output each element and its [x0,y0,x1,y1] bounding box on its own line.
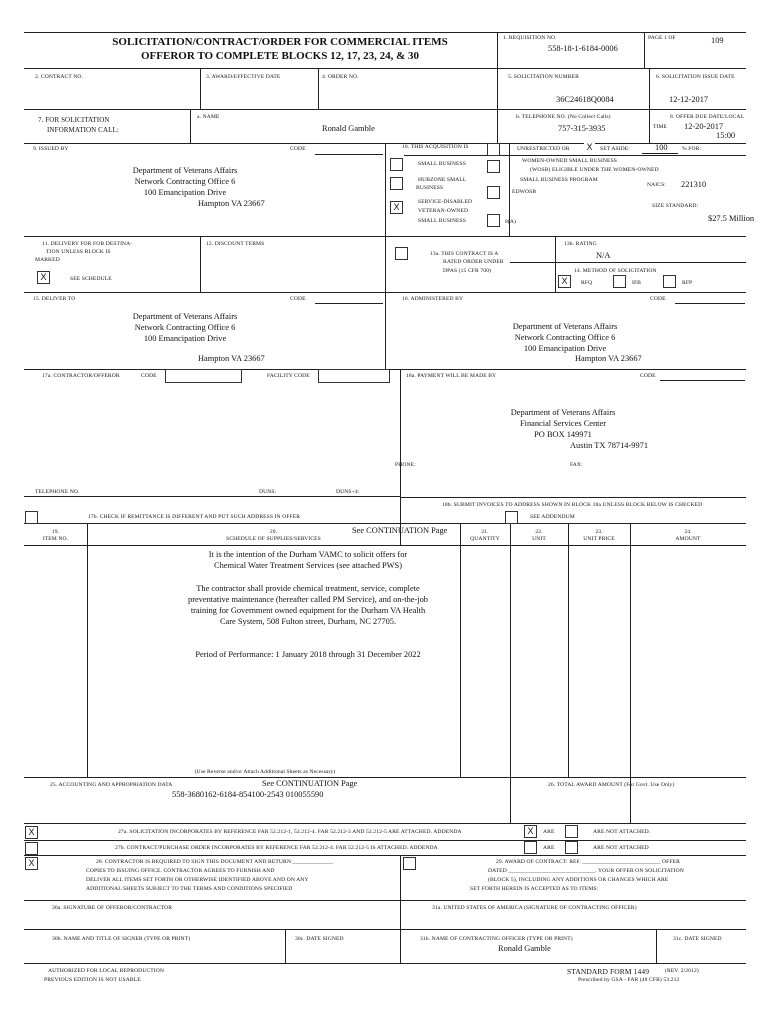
page-label: PAGE 1 OF [648,35,676,41]
deliver-to-label: 15. DELIVER TO [33,296,76,302]
rated-order-label-1: 13a. THIS CONTRACT IS A [430,251,499,257]
ifb-checkbox[interactable] [613,275,626,288]
29-line-4: SET FORTH HEREIN IS ACCEPTED AS TO ITEMS: [470,886,599,892]
total-award-label: 26. TOTAL AWARD AMOUNT (For Govt. Use Only) [548,782,675,788]
time-label: TIME [653,124,668,130]
rfp-checkbox[interactable] [663,275,676,288]
addendum-label: SEE ADDENDUM [530,514,575,520]
contractor-label: 17a. CONTRACTOR/OFFEROR [42,373,120,379]
small-business-label: SMALL BUSINESS [418,161,466,167]
schedule-paragraph-1: It is the intention of the Durham VAMC to solicit offers for Chemical Water Treatment Services (see attached PWS) [208,550,408,570]
remittance-label: 17b. CHECK IF REMITTANCE IS DIFFERENT AND PUT SUCH ADDRESS IN OFFER [88,514,301,520]
col-schedule-num: 20. [269,529,278,535]
officer-name-value[interactable]: Ronald Gamble [498,944,551,953]
footer-auth: AUTHORIZED FOR LOCAL REPRODUCTION [48,968,165,974]
requisition-value[interactable]: 558-18-1-6184-0006 [548,44,618,53]
name-label: a. NAME [197,114,220,120]
continuation-note: See CONTINUATION Page [352,526,448,535]
27b-are-not-checkbox[interactable] [565,841,578,854]
27a-are-checkbox[interactable]: X [524,825,537,838]
name-value[interactable]: Ronald Gamble [322,124,375,133]
col-schedule-header: SCHEDULE OF SUPPLIES/SERVICES [226,536,321,542]
unrestricted-checkbox[interactable]: X [584,142,595,153]
issued-by-line-2: Network Contracting Office 6 [134,177,236,186]
deliver-to-line-3: 100 Emancipation Drive [143,334,227,343]
facility-code-label: FACILITY CODE [267,373,310,379]
col-amount-header: AMOUNT [675,536,701,542]
offer-due-date[interactable]: 12-20-2017 [684,122,724,131]
duns4-label: DUNS+4: [336,489,360,495]
issue-date-label: 6. SOLICITATION ISSUE DATE [656,74,735,80]
officer-name-label: 31b. NAME OF CONTRACTING OFFICER (TYPE OR PRINT) [420,936,573,942]
contractor-code-label: CODE [141,373,157,379]
acquisition-label: 10. THIS ACQUISITION IS [402,144,469,150]
deliver-to-line-1: Department of Veterans Affairs [132,312,238,321]
contractor-telephone-label: TELEPHONE NO. [35,489,80,495]
29-line-1: 29. AWARD OF CONTRACT: REF. ___________________________ OFFER [496,859,680,865]
rating-value[interactable]: N/A [596,251,611,260]
sdvosb-label-2: VETERAN-OWNED [418,208,469,214]
28-line-2: COPIES TO ISSUING OFFICE. CONTRACTOR AGREES TO FURNISH AND [86,868,275,874]
issued-by-line-3: 100 Emancipation Drive [143,188,227,197]
solicitation-no-label: 5. SOLICITATION NUMBER [508,74,579,80]
footer-form: STANDARD FORM 1449 [567,967,650,976]
telephone-value[interactable]: 757-315-3935 [558,124,606,133]
27b-are-label: ARE [543,845,555,851]
col-amount-num: 24. [684,529,692,535]
sdvosb-label-3: SMALL BUSINESS [418,218,466,224]
administered-by-code-label: CODE [650,296,666,302]
payment-line-2: Financial Services Center [519,419,607,428]
27a-text: 27a. SOLICITATION INCORPORATES BY REFERENCE FAR 52.212-1, 52.212-4. FAR 52.212-3 AND 52.212-5 ARE ATTACHED. ADDENDA [118,829,462,835]
officer-signature-label: 31a. UNITED STATES OF AMERICA (SIGNATURE OF CONTRACTING OFFICER) [432,905,637,911]
schedule-paragraph-3: Period of Performance: 1 January 2018 through 31 December 2022 [195,650,421,659]
col-quantity-num: 21. [481,529,489,535]
offer-due-time[interactable]: 15:00 [716,131,736,140]
8a-label: 8(A) [505,219,516,225]
rated-order-label-2: RATED ORDER UNDER [443,259,504,265]
offeror-signature-label: 30a. SIGNATURE OF OFFEROR/CONTRACTOR [52,905,173,911]
wosb-label-1: WOMEN-OWNED SMALL BUSINESS [522,158,617,164]
naics-label: NAICS: [647,182,666,188]
info-call-label-1: 7. FOR SOLICITATION [38,116,110,124]
ifb-label: IFB [632,280,642,286]
footer-rev: (REV. 2/2012) [665,968,699,974]
administered-by-line-1: Department of Veterans Affairs [512,322,618,331]
page-total: 109 [711,36,724,45]
rating-label: 13b. RATING [564,241,597,247]
col-unit-header: UNIT [532,536,546,542]
wosb-label-2: (WOSB) ELIGIBLE UNDER THE WOMEN-OWNED [530,167,659,173]
schedule-paragraph-2: The contractor shall provide chemical treatment, service, complete preventative maintenance (hereafter called PM Service), and on-the-job training for Government owned equipment for the Durham VA Health Care System, 508 Fulton street, Durham, NC 27705. [188,584,428,626]
27b-text: 27b. CONTRACT/PURCHASE ORDER INCORPORATES BY REFERENCE FAR 52.212-4. FAR 52.212-5 IS ATTACHED. ADDENDA [115,845,438,851]
issued-by-city: Hampton VA 23667 [198,199,265,208]
edwosb-checkbox[interactable] [487,186,500,199]
duns-label: DUNS: [259,489,277,495]
hubzone-label-1: HUBZONE SMALL [418,177,467,183]
col-quantity-header: QUANTITY [470,536,500,542]
telephone-label: b. TELEPHONE NO. (No Collect Calls) [516,114,611,120]
acquisition-blank-checkbox[interactable] [487,143,500,156]
wosb-checkbox[interactable] [487,160,500,173]
fob-label-3: MARKED [35,257,60,263]
rfp-label: RFP [682,280,693,286]
payment-label: 18a. PAYMENT WILL BE MADE BY [406,373,497,379]
contractor-code-field[interactable] [165,369,242,383]
29-checkbox[interactable] [403,857,416,870]
officer-date-label: 31c. DATE SIGNED [673,936,722,942]
wosb-label-3: SMALL BUSINESS PROGRAM [520,177,598,183]
footer-prev: PREVIOUS EDITION IS NOT USABLE [44,977,141,983]
col-unit-num: 22. [535,529,543,535]
hubzone-checkbox[interactable] [390,177,403,190]
28-line-3: DELIVER ALL ITEMS SET FORTH OR OTHERWISE IDENTIFIED ABOVE AND ON ANY [86,877,309,883]
accounting-note: See CONTINUATION Page [262,779,358,788]
administered-by-label: 16. ADMINISTERED BY [402,296,464,302]
payment-city: Austin TX 78714-9971 [570,441,649,450]
27b-are-not-label: ARE NOT ATTACHED [593,845,649,851]
fax-label: FAX: [570,462,583,468]
sdvosb-label-1: SERVICE-DISABLED [418,199,472,205]
29-line-2: DATED ______________________________. YOUR OFFER ON SOLICITATION [488,868,684,874]
27b-are-checkbox[interactable] [524,841,537,854]
contract-no-label: 2. CONTRACT NO. [35,74,84,80]
order-no-label: 4. ORDER NO. [322,74,359,80]
accounting-value[interactable]: 558-3680162-6184-854100-2543 010055590 [172,790,324,799]
27a-are-label: ARE [543,829,555,835]
col-unit-price-num: 23. [595,529,603,535]
28-checkbox[interactable]: X [25,857,38,870]
col-item-header: ITEM NO. [42,536,69,542]
requisition-label: 1. REQUISITION NO. [503,35,557,41]
signer-name-label: 30b. NAME AND TITLE OF SIGNER (TYPE OR PRINT) [52,936,191,942]
col-unit-price-header: UNIT PRICE [583,536,615,542]
small-business-checkbox[interactable] [390,158,403,171]
offer-due-label: 8. OFFER DUE DATE/LOCAL [670,114,745,120]
discount-terms-label: 12. DISCOUNT TERMS [206,241,265,247]
hubzone-label-2: BUSINESS [416,185,444,191]
set-aside-percent[interactable]: 100 [655,143,668,152]
rated-order-checkbox[interactable] [395,247,408,260]
set-aside-label: SET ASIDE: [600,146,630,152]
set-aside-for-label: % FOR: [682,146,702,152]
27a-are-not-checkbox[interactable] [565,825,578,838]
issue-date-value[interactable]: 12-12-2017 [669,95,709,104]
payment-code-label: CODE [640,373,656,379]
sdvosb-checkbox[interactable]: X [390,201,403,214]
size-standard-value[interactable]: $27.5 Million [708,214,755,223]
unrestricted-label: UNRESTRICTED OR [517,146,570,152]
col-item-num: 19. [51,529,60,535]
form-title-line2: OFFEROR TO COMPLETE BLOCKS 12, 17, 23, 24, & 30 [141,50,419,62]
form-title-line1: SOLICITATION/CONTRACT/ORDER FOR COMMERCIAL ITEMS [112,36,448,48]
see-schedule-label: SEE SCHEDULE [70,276,112,282]
rfq-label: RFQ [581,280,593,286]
fob-label-2: TION UNLESS BLOCK IS [46,249,111,255]
deliver-to-city: Hampton VA 23667 [198,354,265,363]
info-call-label-2: INFORMATION CALL: [47,126,119,134]
issued-by-label: 9. ISSUED BY [33,146,69,152]
fob-label-1: 11. DELIVERY FOR FOB DESTINA- [42,241,133,247]
issued-by-code-label: CODE [290,146,306,152]
deliver-to-code-label: CODE [290,296,306,302]
offeror-date-label: 30c. DATE SIGNED [295,936,344,942]
payment-line-3: PO BOX 149971 [534,430,592,439]
accounting-label: 25. ACCOUNTING AND APPROPRIATION DATA [50,782,173,788]
deliver-to-line-2: Network Contracting Office 6 [134,323,236,332]
27b-checkbox[interactable] [25,842,38,855]
rfq-checkbox[interactable]: X [558,275,571,288]
footer-prescribed: Prescribed by GSA - FAR (48 CFR) 53.212 [578,977,680,983]
issued-by-line-1: Department of Veterans Affairs [132,166,238,175]
payment-line-1: Department of Veterans Affairs [510,408,616,417]
addendum-checkbox[interactable] [505,511,518,524]
27a-are-not-label: ARE NOT ATTACHED. [593,829,651,835]
administered-by-line-2: Network Contracting Office 6 [514,333,616,342]
administered-by-city: Hampton VA 23667 [575,354,642,363]
submit-invoices-label: 18b. SUBMIT INVOICES TO ADDRESS SHOWN IN BLOCK 18a UNLESS BLOCK BELOW IS CHECKED [442,502,703,508]
solicitation-no-value[interactable]: 36C24618Q0084 [556,95,614,104]
remittance-checkbox[interactable] [25,511,38,524]
28-line-1: 28. CONTRACTOR IS REQUIRED TO SIGN THIS DOCUMENT AND RETURN ______________ [96,859,334,865]
see-schedule-checkbox[interactable]: X [37,271,50,284]
reverse-note: (Use Reverse and/or Attach Additional Sheets as Necessary) [194,769,336,775]
phone-label: PHONE: [395,462,416,468]
size-standard-label: SIZE STANDARD: [652,203,699,209]
28-line-4: ADDITIONAL SHEETS SUBJECT TO THE TERMS AND CONDITIONS SPECIFIED [86,886,293,892]
27a-checkbox[interactable]: X [25,826,38,839]
naics-value[interactable]: 221310 [681,180,707,189]
administered-by-line-3: 100 Emancipation Drive [523,344,607,353]
method-label: 14. METHOD OF SOLICITATION [574,268,657,274]
29-line-3: (BLOCK 5), INCLUDING ANY ADDITIONS OR CHANGES WHICH ARE [488,877,669,883]
8a-checkbox[interactable] [487,214,500,227]
edwosb-label: EDWOSB [512,189,537,195]
facility-code-field[interactable] [318,369,390,383]
award-date-label: 3. AWARD/EFFECTIVE DATE [206,74,281,80]
rated-order-label-3: DPAS (15 CFR 700) [443,268,491,274]
